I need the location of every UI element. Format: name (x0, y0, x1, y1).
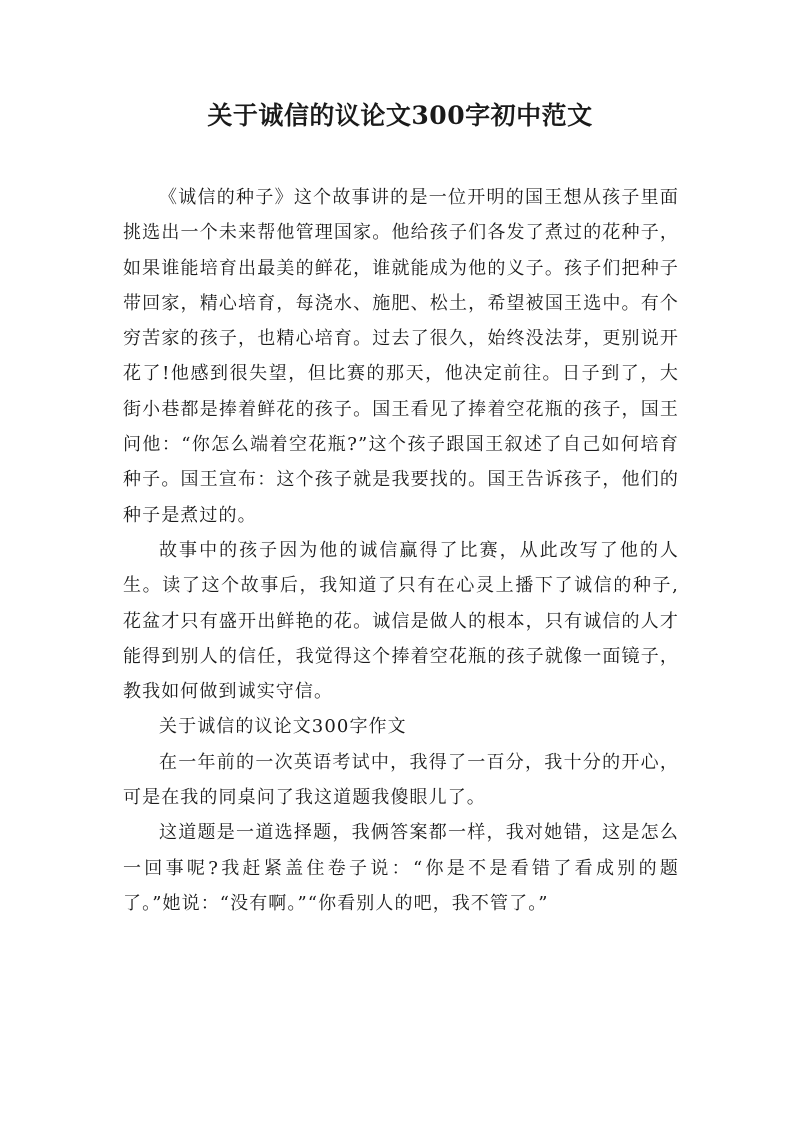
paragraph: 在一年前的一次英语考试中，我得了一百分，我十分的开心，可是在我的同桌问了我这道题我傻眼儿了。 (123, 751, 679, 809)
paragraph: 故事中的孩子因为他的诚信赢得了比赛，从此改写了他的人生。读了这个故事后，我知道了只有在心灵上播下了诚信的种子,花盆才只有盛开出鲜艳的花。诚信是做人的根本，只有诚信的人才能得到别人的信任，我觉得这个捧着空花瓶的孩子就像一面镜子，教我如何做到诚实守信。 (123, 539, 679, 703)
document-body (123, 180, 679, 921)
document-title: 关于诚信的议论文300字初中范文 (207, 101, 593, 130)
paragraph: 这道题是一道选择题，我俩答案都一样，我对她错，这是怎么一回事呢?我赶紧盖住卷子说：“你是不是看错了看成别的题了。”她说：“没有啊。”“你看别人的吧，我不管了。” (123, 822, 679, 914)
section-heading: 关于诚信的议论文300字作文 (159, 716, 407, 738)
paragraph: 《诚信的种子》这个故事讲的是一位开明的国王想从孩子里面挑选出一个未来帮他管理国家。他给孩子们各发了煮过的花种子，如果谁能培育出最美的鲜花，谁就能成为他的义子。孩子们把种子带回家，精心培育，每浇水、施肥、松土，希望被国王选中。有个穷苦家的孩子，也精心培育。过去了很久，始终没法芽，更别说开花了!他感到很失望，但比赛的那天，他决定前往。日子到了，大街小巷都是捧着鲜花的孩子。国王看见了捧着空花瓶的孩子，国王问他：“你怎么端着空花瓶?”这个孩子跟国王叙述了自己如何培育种子。国王宣布：这个孩子就是我要找的。国王告诉孩子，他们的种子是煮过的。 (123, 187, 679, 526)
